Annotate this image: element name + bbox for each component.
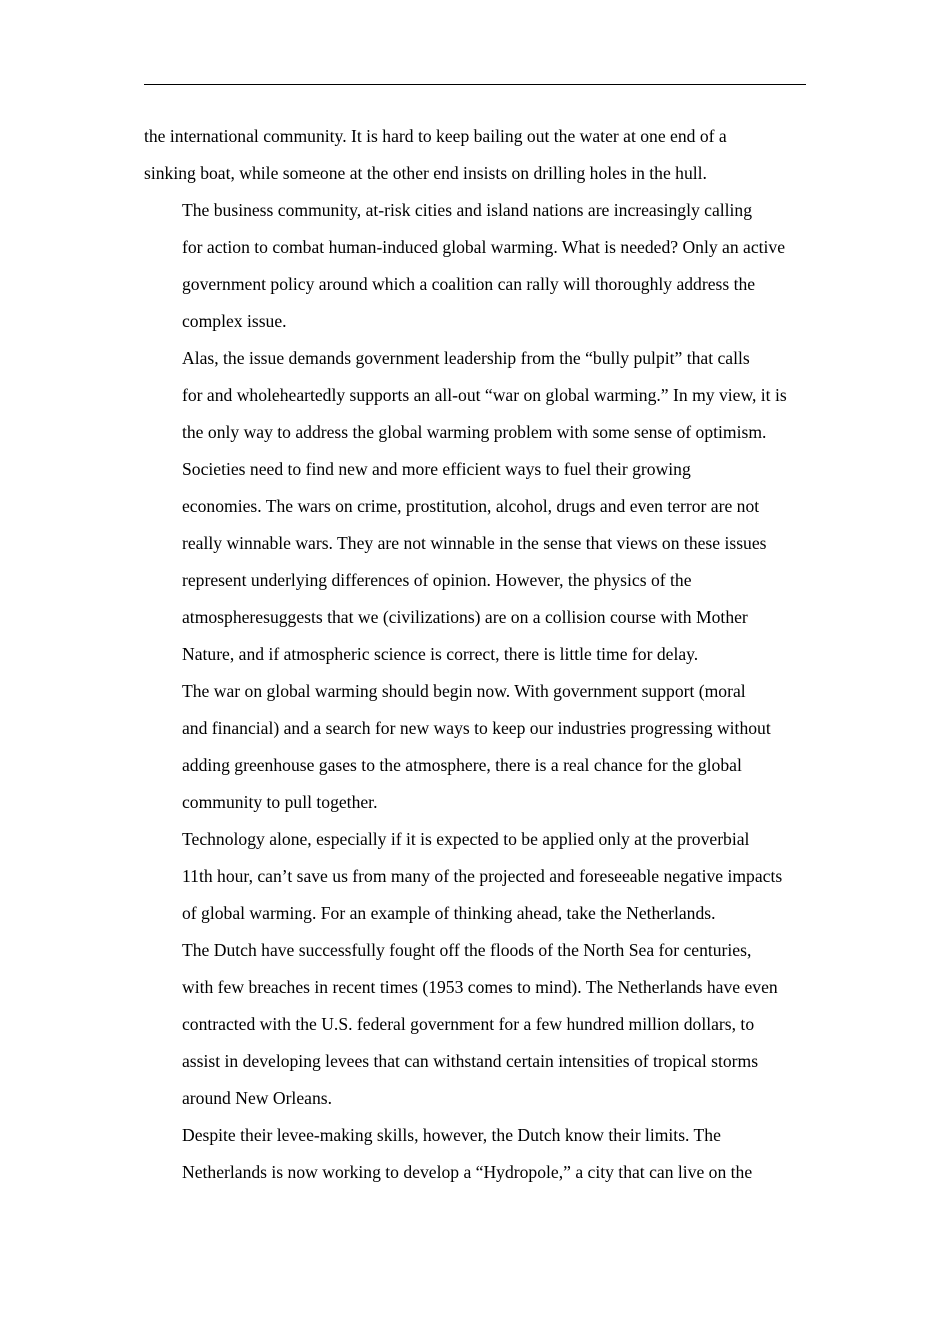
text-line: the only way to address the global warming problem with some sense of optimism.	[182, 422, 767, 442]
text-line: really winnable wars. They are not winnable in the sense that views on these issues	[182, 533, 767, 553]
text-line: government policy around which a coalition can rally will thoroughly address the	[182, 274, 756, 294]
text-line: adding greenhouse gases to the atmosphere, there is a real chance for the global	[182, 755, 742, 775]
text-line: The business community, at-risk cities and island nations are increasingly calling	[182, 200, 753, 220]
paragraph	[144, 1117, 806, 1191]
text-line: The war on global warming should begin now. With government support (moral	[182, 681, 746, 701]
text-line: the international community. It is hard to keep bailing out the water at one end of a	[144, 126, 727, 146]
paragraph	[144, 821, 806, 932]
text-line: atmospheresuggests that we (civilizations) are on a collision course with Mother	[182, 607, 748, 627]
text-line: economies. The wars on crime, prostitution, alcohol, drugs and even terror are not	[182, 496, 760, 516]
text-line: around New Orleans.	[182, 1088, 332, 1108]
text-line: Societies need to find new and more efficient ways to fuel their growing	[182, 459, 691, 479]
text-line: with few breaches in recent times (1953 comes to mind). The Netherlands have even	[182, 977, 778, 997]
text-line: Technology alone, especially if it is expected to be applied only at the proverbial	[182, 829, 750, 849]
paragraph	[144, 451, 806, 673]
text-line: 11th hour, can’t save us from many of the projected and foreseeable negative impacts	[182, 866, 783, 886]
text-line: assist in developing levees that can withstand certain intensities of tropical storms	[182, 1051, 759, 1071]
paragraph	[144, 118, 806, 192]
text-line: Netherlands is now working to develop a “Hydropole,” a city that can live on the	[182, 1162, 753, 1182]
text-line: and financial) and a search for new ways to keep our industries progressing without	[182, 718, 771, 738]
text-line: of global warming. For an example of thinking ahead, take the Netherlands.	[182, 903, 716, 923]
text-line: for and wholeheartedly supports an all-out “war on global warming.” In my view, it is	[182, 385, 787, 405]
paragraph	[144, 340, 806, 451]
text-line: Despite their levee-making skills, however, the Dutch know their limits. The	[182, 1125, 721, 1145]
paragraph	[144, 673, 806, 821]
text-line: The Dutch have successfully fought off the floods of the North Sea for centuries,	[182, 940, 752, 960]
text-line: Nature, and if atmospheric science is correct, there is little time for delay.	[182, 644, 699, 664]
text-line: Alas, the issue demands government leadership from the “bully pulpit” that calls	[182, 348, 750, 368]
paragraph	[144, 932, 806, 1117]
text-line: community to pull together.	[182, 792, 378, 812]
text-line: represent underlying differences of opinion. However, the physics of the	[182, 570, 692, 590]
paragraph	[144, 192, 806, 340]
text-line: sinking boat, while someone at the other end insists on drilling holes in the hull.	[144, 163, 707, 183]
text-line: complex issue.	[182, 311, 287, 331]
header-rule	[144, 84, 806, 85]
text-line: for action to combat human-induced global warming. What is needed? Only an active	[182, 237, 786, 257]
text-line: contracted with the U.S. federal government for a few hundred million dollars, to	[182, 1014, 755, 1034]
body-text	[144, 118, 806, 1191]
